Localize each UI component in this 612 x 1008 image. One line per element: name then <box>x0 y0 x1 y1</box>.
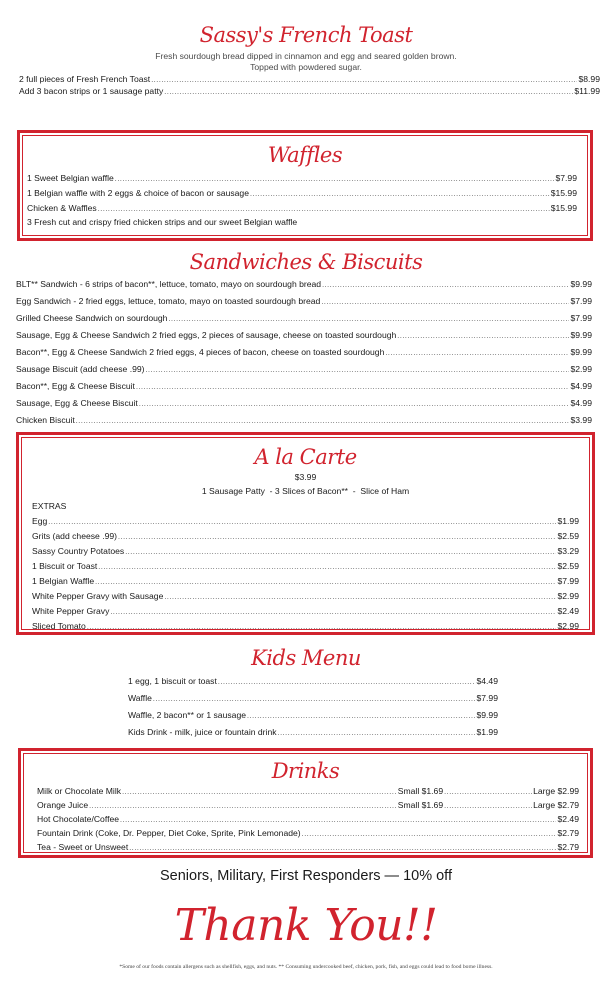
large-price: Large $2.79 <box>533 800 579 810</box>
item-price: $7.99 <box>570 313 592 323</box>
menu-item <box>32 619 579 634</box>
item-label: Bacon**, Egg & Cheese Sandwich 2 fried eggs, 4 pieces of bacon, cheese on toasted sourdough <box>16 347 385 357</box>
leader-dots <box>122 786 397 800</box>
item-price: $1.99 <box>476 727 498 737</box>
small-price: Small $1.69 <box>397 800 444 810</box>
menu-item <box>16 344 592 361</box>
french-toast-title: Sassy's French Toast <box>199 23 413 47</box>
item-label: Waffle <box>128 693 152 703</box>
drinks-title: Drinks <box>271 759 340 783</box>
menu-item <box>27 201 577 215</box>
waffles-title: Waffles <box>267 143 343 167</box>
item-label: Sausage Biscuit (add cheese .99) <box>16 364 145 374</box>
menu-item <box>37 812 579 826</box>
item-label: White Pepper Gravy <box>32 606 110 616</box>
leader-dots <box>164 87 573 99</box>
a-la-carte-title: A la Carte <box>254 445 357 469</box>
leader-dots <box>98 560 556 575</box>
item-label: Bacon**, Egg & Cheese Biscuit <box>16 381 135 391</box>
item-label: Sausage, Egg & Cheese Biscuit <box>16 398 138 408</box>
item-price: $11.99 <box>574 86 600 96</box>
item-label: Waffle, 2 bacon** or 1 sausage <box>128 710 247 720</box>
menu-item <box>27 186 577 201</box>
menu-item <box>128 673 498 690</box>
item-price: $2.99 <box>557 621 579 631</box>
leader-dots <box>95 575 556 590</box>
item-price: $7.99 <box>476 693 498 703</box>
leader-dots <box>115 172 555 187</box>
leader-dots <box>444 786 532 800</box>
item-label: Fountain Drink (Coke, Dr. Pepper, Diet Coke, Sprite, Pink Lemonade) <box>37 828 301 838</box>
leader-dots <box>125 545 556 560</box>
drinks-box <box>18 748 593 858</box>
menu-item <box>37 840 579 854</box>
menu-item <box>32 514 579 529</box>
item-price: $2.79 <box>557 828 579 838</box>
discount-notice: Seniors, Military, First Responders — 10% off <box>160 868 452 884</box>
drink-item-sized <box>37 784 579 798</box>
item-price: $4.49 <box>476 676 498 686</box>
leader-dots <box>87 620 557 635</box>
item-price: $7.99 <box>570 296 592 306</box>
sandwiches-title: Sandwiches & Biscuits <box>189 250 423 274</box>
french-toast-description-2: Topped with powdered sugar. <box>250 62 362 72</box>
leader-dots <box>146 362 570 379</box>
item-label: Hot Chocolate/Coffee <box>37 814 120 824</box>
leader-dots <box>153 691 476 708</box>
menu-item <box>16 293 592 310</box>
menu-item <box>16 327 592 344</box>
item-price: $2.49 <box>557 606 579 616</box>
menu-item <box>16 361 592 378</box>
item-label: 2 full pieces of Fresh French Toast <box>19 74 151 84</box>
leader-dots <box>76 413 570 430</box>
drink-item-sized <box>37 798 579 812</box>
item-price: $15.99 <box>550 188 577 198</box>
menu-item <box>16 395 592 412</box>
item-label: Chicken & Waffles <box>27 203 97 213</box>
menu-item <box>128 707 498 724</box>
item-note <box>27 215 577 229</box>
item-label: Tea - Sweet or Unsweet <box>37 842 129 852</box>
item-price: $2.49 <box>557 814 579 824</box>
menu-item <box>27 171 577 186</box>
item-price: $3.29 <box>557 546 579 556</box>
thank-you-heading: Thank You!! <box>174 900 438 951</box>
item-label: Egg Sandwich - 2 fried eggs, lettuce, tomato, mayo on toasted sourdough bread <box>16 296 321 306</box>
item-label: 1 Belgian Waffle <box>32 576 95 586</box>
menu-item <box>32 589 579 604</box>
item-label: Orange Juice <box>37 800 89 810</box>
item-price: $2.59 <box>557 531 579 541</box>
menu-item <box>16 378 592 395</box>
item-label: BLT** Sandwich - 6 strips of bacon**, lettuce, tomato, mayo on sourdough bread <box>16 279 322 289</box>
item-price: $4.99 <box>570 381 592 391</box>
item-label: Sausage, Egg & Cheese Sandwich 2 fried eggs, 2 pieces of sausage, cheese on toasted sourdough <box>16 330 397 340</box>
waffles-box <box>17 130 593 241</box>
sandwiches-section <box>0 249 612 429</box>
leader-dots <box>139 396 570 413</box>
leader-dots <box>322 277 569 294</box>
leader-dots <box>278 725 476 742</box>
item-label: 1 Sweet Belgian waffle <box>27 173 114 183</box>
leader-dots <box>89 800 397 814</box>
leader-dots <box>397 328 569 345</box>
leader-dots <box>385 345 569 362</box>
kids-section <box>0 645 612 741</box>
item-price: $4.99 <box>570 398 592 408</box>
leader-dots <box>118 530 556 545</box>
item-price: $9.99 <box>570 347 592 357</box>
item-price: $1.99 <box>557 516 579 526</box>
waffles-note: 3 Fresh cut and crispy fried chicken strips and our sweet Belgian waffle <box>27 217 298 227</box>
item-label: Egg <box>32 516 48 526</box>
item-label: Sliced Tomato <box>32 621 86 631</box>
menu-item <box>128 690 498 707</box>
leader-dots <box>250 187 550 202</box>
leader-dots <box>247 708 475 725</box>
allergen-disclaimer: *Some of our foods contain allergens such as shellfish, eggs, and nuts. ** Consuming undercooked beef, chicken, pork, fish, and eggs could lead to food borne illness. <box>119 964 493 970</box>
item-price: $2.59 <box>557 561 579 571</box>
leader-dots <box>129 842 556 856</box>
menu-item <box>16 412 592 429</box>
item-price: $2.99 <box>570 364 592 374</box>
item-price: $9.99 <box>570 279 592 289</box>
item-price: $2.79 <box>557 842 579 852</box>
item-label: 1 Belgian waffle with 2 eggs & choice of bacon or sausage <box>27 188 249 198</box>
item-label: Grits (add cheese .99) <box>32 531 118 541</box>
menu-item <box>32 559 579 574</box>
item-price: $15.99 <box>550 203 577 213</box>
item-label: Milk or Chocolate Milk <box>37 786 122 796</box>
leader-dots <box>151 75 577 87</box>
leader-dots <box>444 800 532 814</box>
leader-dots <box>164 590 556 605</box>
waffles-box-inner <box>22 135 588 236</box>
item-label: Sassy Country Potatoes <box>32 546 125 556</box>
kids-title: Kids Menu <box>251 646 361 670</box>
menu-item <box>37 826 579 840</box>
item-label: Chicken Biscuit <box>16 415 75 425</box>
item-price: $2.99 <box>557 591 579 601</box>
a-la-carte-price: $3.99 <box>294 472 317 482</box>
menu-item <box>16 276 592 293</box>
drinks-box-inner <box>23 753 588 853</box>
menu-item <box>32 574 579 589</box>
large-price: Large $2.99 <box>533 786 579 796</box>
item-price: $3.99 <box>570 415 592 425</box>
item-label: 1 Biscuit or Toast <box>32 561 98 571</box>
leader-dots <box>48 515 556 530</box>
french-toast-section <box>0 22 612 97</box>
item-label: 1 egg, 1 biscuit or toast <box>128 676 217 686</box>
extras-label: EXTRAS <box>32 501 67 511</box>
menu-item <box>19 85 600 97</box>
leader-dots <box>168 311 569 328</box>
small-price: Small $1.69 <box>397 786 444 796</box>
french-toast-description-1: Fresh sourdough bread dipped in cinnamon and egg and seared golden brown. <box>155 51 457 61</box>
menu-item <box>19 73 600 85</box>
item-label: Grilled Cheese Sandwich on sourdough <box>16 313 168 323</box>
leader-dots <box>302 828 557 842</box>
leader-dots <box>110 605 556 620</box>
item-price: $7.99 <box>557 576 579 586</box>
item-price: $9.99 <box>570 330 592 340</box>
menu-item <box>128 724 498 741</box>
menu-item <box>16 310 592 327</box>
leader-dots <box>321 294 569 311</box>
item-price: $8.99 <box>578 74 600 84</box>
item-price: $7.99 <box>555 173 577 183</box>
item-label: Kids Drink - milk, juice or fountain drink <box>128 727 277 737</box>
a-la-carte-box-inner <box>21 437 590 630</box>
menu-item <box>32 604 579 619</box>
a-la-carte-box <box>16 432 595 635</box>
item-label: Add 3 bacon strips or 1 sausage patty <box>19 86 164 96</box>
item-price: $9.99 <box>476 710 498 720</box>
item-label: White Pepper Gravy with Sausage <box>32 591 164 601</box>
menu-item <box>32 529 579 544</box>
leader-dots <box>136 379 570 396</box>
menu-item <box>32 544 579 559</box>
leader-dots <box>218 674 476 691</box>
a-la-carte-options: 1 Sausage Patty - 3 Slices of Bacon** - Slice of Ham <box>201 486 410 496</box>
